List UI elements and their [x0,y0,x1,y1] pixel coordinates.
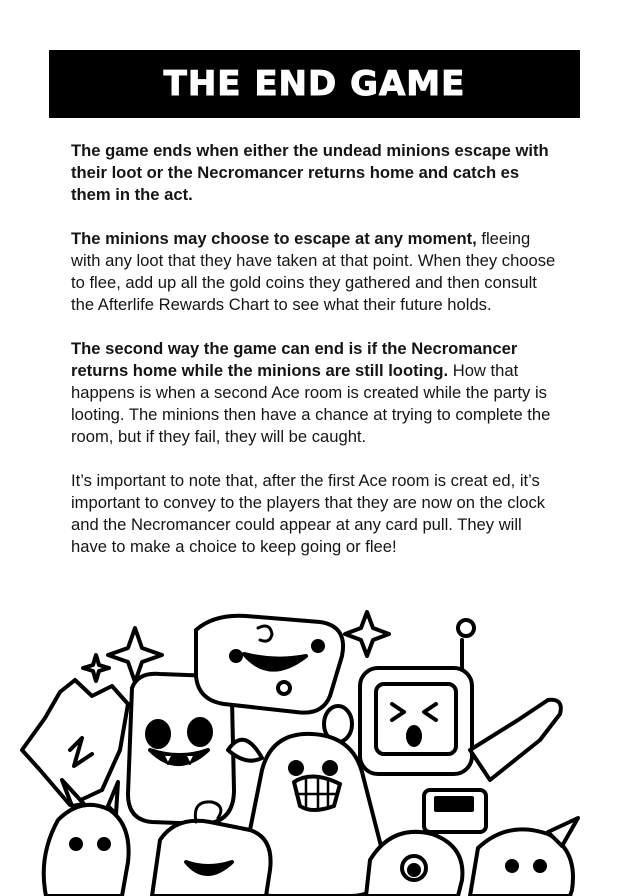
page-title: THE END GAME [163,64,466,104]
paragraph-necromancer-returns [71,338,559,448]
doodle-monsters-illustration [0,600,629,896]
paragraph-escape [71,228,559,316]
horned-monster-icon [44,805,129,896]
paragraph-2-bold: The minions may choose to escape at any moment, [71,229,477,248]
title-banner [49,50,580,118]
paragraph-important-note [71,470,559,558]
paragraph-2-text: fleeing with any loot that they have taken at that point. When they choose to flee, add up all the gold coins they gathered and then consult the Afterlife Rewards Chart to see what their future holds. [71,229,556,314]
sparkle-icon [345,612,389,656]
paragraph-4-text: It’s important to note that, after the first Ace room is creat ed, it’s important to convey to the players that they are now on the clock and the Necromancer could appear at any card pull. They will have to make a choice to keep going or flee! [71,471,546,556]
sparkle-icon [83,655,109,681]
body-text [71,140,559,580]
paragraph-1-bold: The game ends when either the undead minions escape with their loot or the Necromancer returns home and catch es them in the act. [71,141,549,204]
paragraph-3-text: How that happens is when a second Ace room is created while the party is looting. The minions then have a chance at trying to complete the room, but if they fail, they will be caught. [71,361,551,446]
paragraph-3-bold: The second way the game can end is if the Necromancer returns home while the minions are still looting. [71,339,518,380]
paragraph-game-ends [71,140,559,206]
swirl-monster-icon [152,821,271,896]
